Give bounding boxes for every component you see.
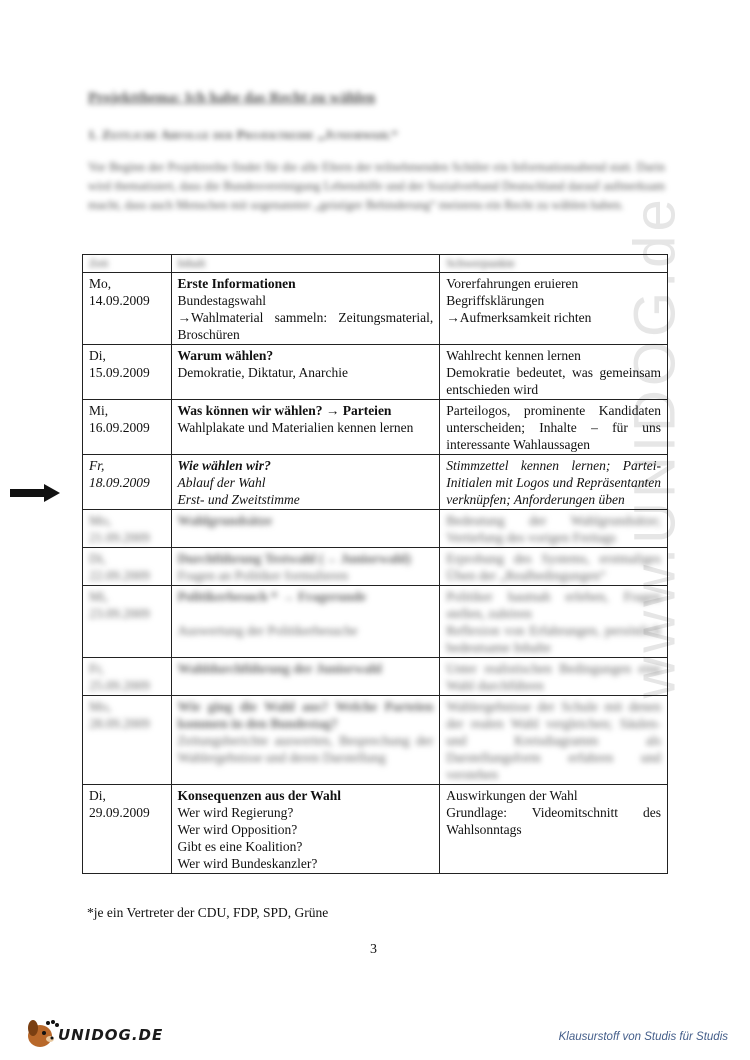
date-cell: Fr, 18.09.2009 — [83, 455, 172, 510]
focus-cell: Parteilogos, prominente Kandidaten unterscheiden; Inhalte – für uns interessante Wahlaussagen — [440, 400, 668, 455]
date-cell: Mi, 16.09.2009 — [83, 400, 172, 455]
table-row — [83, 345, 668, 400]
content-cell: Durchführung Testwahl (→ Juniorwahl) Fragen an Politiker formulieren — [171, 548, 440, 586]
row-title: Wie ging die Wahl aus? Welche Parteien kommen in den Bundestag? — [177, 699, 434, 731]
focus-cell: Auswirkungen der Wahl Grundlage: Videomitschnitt des Wahlsonntags — [440, 785, 668, 874]
focus-cell: Bedeutung der Wahlgrundsätze; Vertiefung des vorigen Freitags — [440, 510, 668, 548]
row-title: Durchführung Testwahl (→ Juniorwahl) — [177, 551, 411, 566]
table-row — [83, 696, 668, 785]
table-header-row — [83, 255, 668, 273]
header-inhalt: Inhalt — [171, 255, 440, 273]
watermark: www.UNIDOG.de — [622, 195, 688, 699]
date-cell: Di, 29.09.2009 — [83, 785, 172, 874]
date-cell: Mo, 21.09.2009 — [83, 510, 172, 548]
section-heading: 1. Zeitliche Abfolge der Projektreihe „Juniorwahl“ — [88, 127, 399, 142]
row-title: Wie wählen wir? — [177, 458, 271, 473]
focus-cell: Politiker hautnah erleben, Fragen stellen, zuhören Reflexion von Erfahrungen, persönlich bedeutsame Inhalte — [440, 586, 668, 658]
row-title: Politikerbesuch * → Fragerunde — [177, 589, 367, 604]
date-cell: Fr, 25.09.2009 — [83, 658, 172, 696]
content-cell: Warum wählen? Demokratie, Diktatur, Anarchie — [171, 345, 440, 400]
table-row — [83, 586, 668, 658]
focus-cell: Wahlrecht kennen lernen Demokratie bedeutet, was gemeinsam entschieden wird — [440, 345, 668, 400]
table-row — [83, 785, 668, 874]
content-cell: Erste Informationen Bundestagswahl →Wahlmaterial sammeln: Zeitungsmaterial, Broschüren — [171, 273, 440, 345]
intro-paragraph: Vor Beginn der Projektreihe findet für die alle Eltern der teilnehmenden Schüler ein Informationsabend statt. Darin wird thematisiert, dass die Bundesvereinigung Lebenshilfe und der Sozialverband Deutschland darauf aufmerksam macht, dass auch Menschen mit sogenannter „geistiger Behinderung“ meistens ein Recht zu wählen haben. — [88, 160, 665, 212]
header-zeit: Zeit — [83, 255, 172, 273]
table-row-current — [83, 455, 668, 510]
content-cell: Wie wählen wir? Ablauf der Wahl Erst- und Zweitstimme — [171, 455, 440, 510]
content-cell — [171, 658, 440, 696]
focus-cell: Erprobung des Systems, erstmaliges Üben der „Realbedingungen“ — [440, 548, 668, 586]
row-title: Konsequenzen aus der Wahl — [177, 788, 341, 803]
focus-cell: Vorerfahrungen eruieren Begriffsklärungen →Aufmerksamkeit richten — [440, 273, 668, 345]
row-title: Was können wir wählen? → Parteien — [177, 403, 392, 418]
focus-cell: Stimmzettel kennen lernen; Partei-Initialen mit Logos und Repräsentanten verknüpfen; Anforderungen üben — [440, 455, 668, 510]
schedule-table — [82, 254, 668, 874]
content-cell: Wie ging die Wahl aus? Welche Parteien kommen in den Bundestag? Zeitungsberichte auswerten, Besprechung der Wahlergebnisse und deren Darstellung — [171, 696, 440, 785]
document-title: Projektthema: Ich habe das Recht zu wählen — [88, 90, 376, 106]
date-cell: Mo, 14.09.2009 — [83, 273, 172, 345]
focus-cell: Wahlergebnisse der Schule mit denen der realen Wahl vergleichen; Säulen- und Kreisdiagramm als Darstellungsform erfahren und verstehen — [440, 696, 668, 785]
table-row — [83, 400, 668, 455]
footer-tagline: Klausurstoff von Studis für Studis — [558, 1031, 728, 1043]
logo-text: UNIDOG.DE — [58, 1026, 164, 1044]
row-title: Wahldurchführung der Juniorwahl — [177, 661, 382, 676]
table-row — [83, 510, 668, 548]
content-cell: Politikerbesuch * → Fragerunde Auswertung der Politikerbesuche — [171, 586, 440, 658]
date-cell: Mi, 23.09.2009 — [83, 586, 172, 658]
table-row — [83, 548, 668, 586]
date-cell: Mo, 28.09.2009 — [83, 696, 172, 785]
footnote: *je ein Vertreter der CDU, FDP, SPD, Grüne — [87, 905, 329, 920]
content-cell: Was können wir wählen? → Parteien Wahlplakate und Materialien kennen lernen — [171, 400, 440, 455]
date-cell: Di, 22.09.2009 — [83, 548, 172, 586]
header-schwerpunkte: Schwerpunkte — [440, 255, 668, 273]
focus-cell: Unter realistischen Bedingungen eine Wahl durchführen — [440, 658, 668, 696]
row-title: Warum wählen? — [177, 348, 274, 363]
page-number: 3 — [370, 942, 377, 957]
table-row — [83, 658, 668, 696]
content-cell — [171, 510, 440, 548]
row-title: Erste Informationen — [177, 276, 296, 291]
date-cell: Di, 15.09.2009 — [83, 345, 172, 400]
row-title: Wahlgrundsätze — [177, 513, 273, 528]
right-arrow-icon — [10, 484, 60, 502]
table-row — [83, 273, 668, 345]
content-cell: Konsequenzen aus der Wahl Wer wird Regierung? Wer wird Opposition? Gibt es eine Koalition? Wer wird Bundeskanzler? — [171, 785, 440, 874]
